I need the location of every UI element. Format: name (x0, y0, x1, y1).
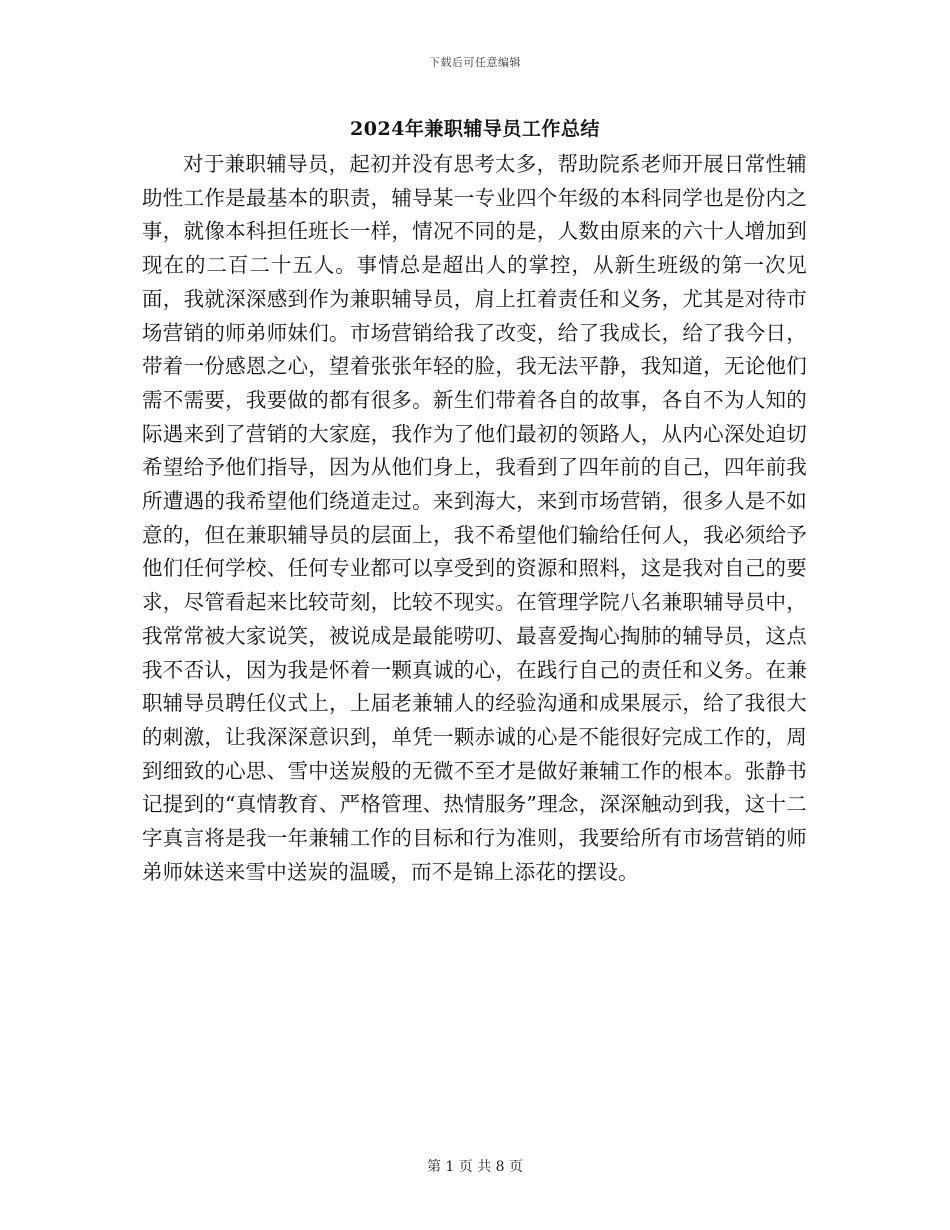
page-number-footer: 第 1 页 共 8 页 (426, 1159, 524, 1175)
body-paragraph: 对于兼职辅导员，起初并没有思考太多，帮助院系老师开展日常性辅助性工作是最基本的职责，辅导某一专业四个年级的本科同学也是份内之事，就像本科担任班长一样，情况不同的是，人数由原来的六十人增加到现在的二百二十五人。事情总是超出人的掌控，从新生班级的第一次见面，我就深深感到作为兼职辅导员，肩上扛着责任和义务，尤其是对待市场营销的师弟师妹们。市场营销给我了改变，给了我成长，给了我今日，带着一份感恩之心，望着张张年轻的脸，我无法平静，我知道，无论他们需不需要，我要做的都有很多。新生们带着各自的故事，各自不为人知的际遇来到了营销的大家庭，我作为了他们最初的领路人，从内心深处迫切希望给予他们指导，因为从他们身上，我看到了四年前的自己，四年前我所遭遇的我希望他们绕道走过。来到海大，来到市场营销，很多人是不如意的，但在兼职辅导员的层面上，我不希望他们输给任何人，我必须给予他们任何学校、任何专业都可以享受到的资源和照料，这是我对自己的要求，尽管看起来比较苛刻，比较不现实。在管理学院八名兼职辅导员中，我常常被大家说笑，被说成是最能唠叨、最喜爱掏心掏肺的辅导员，这点我不否认，因为我是怀着一颗真诚的心，在践行自己的责任和义务。在兼职辅导员聘任仪式上，上届老兼辅人的经验沟通和成果展示，给了我很大的刺激，让我深深意识到，单凭一颗赤诚的心是不能很好完成工作的，周到细致的心思、雪中送炭般的无微不至才是做好兼辅工作的根本。张静书记提到的“真情教育、严格管理、热情服务”理念，深深触动到我，这十二字真言将是我一年兼辅工作的目标和行为准则，我要给所有市场营销的师弟师妹送来雪中送炭的温暖，而不是锦上添花的摆设。 (142, 152, 807, 884)
header-note: 下载后可任意编辑 (429, 56, 521, 69)
document-title: 2024年兼职辅导员工作总结 (350, 118, 600, 140)
